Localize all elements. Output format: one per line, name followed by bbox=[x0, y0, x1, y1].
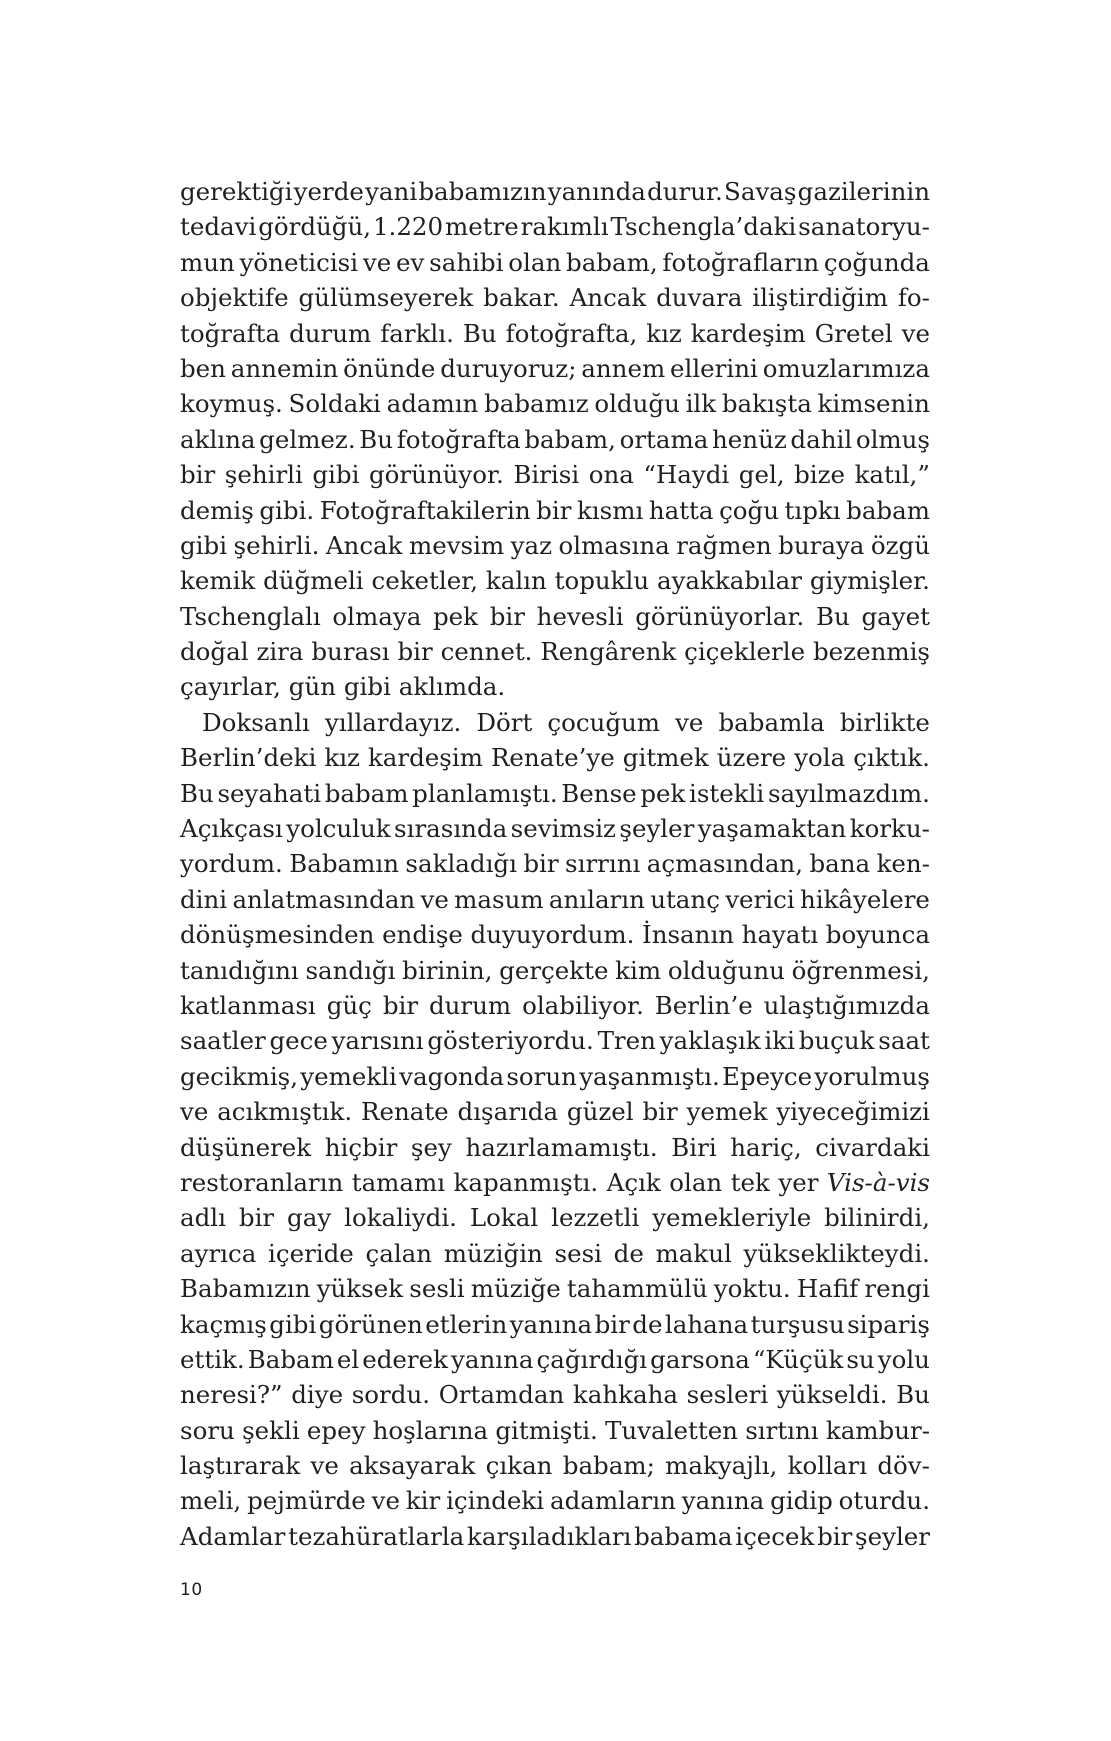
text-line: ettik. Babam el ederek yanına çağırdığı garsona “Küçük su yolu bbox=[180, 1344, 930, 1374]
text-line: kemik düğmeli ceketler, kalın topuklu ayakkabılar giymişler. bbox=[180, 566, 930, 596]
text-line: ayrıca içeride çalan müziğin sesi de makul yükseklikteydi. bbox=[180, 1238, 930, 1268]
body-text bbox=[180, 174, 930, 1554]
text-line: ve acıkmıştık. Renate dışarıda güzel bir yemek yiyeceğimizi bbox=[180, 1097, 930, 1127]
text-line: yordum. Babamın sakladığı bir sırrını açmasından, bana ken- bbox=[180, 849, 930, 879]
text-line: ben annemin önünde duruyoruz; annem ellerini omuzlarımıza bbox=[180, 353, 930, 383]
text-line: adlı bir gay lokaliydi. Lokal lezzetli yemekleriyle bilinirdi, bbox=[180, 1203, 930, 1233]
page-number: 10 bbox=[180, 1580, 203, 1600]
text-line: restoranların tamamı kapanmıştı. Açık olan tek yer Vis-à-vis bbox=[180, 1165, 930, 1200]
text-line: bir şehirli gibi görünüyor. Birisi ona “Haydi gel, bize katıl,” bbox=[180, 460, 930, 490]
text-line: kaçmış gibi görünen etlerin yanına bir de lahana turşusu sipariş bbox=[180, 1309, 930, 1339]
text-line: koymuş. Soldaki adamın babamız olduğu ilk bakışta kimsenin bbox=[180, 389, 930, 419]
text-line: Adamlar tezahüratlarla karşıladıkları babama içecek bir şeyler bbox=[180, 1521, 930, 1551]
text-line: çayırlar, gün gibi aklımda. bbox=[180, 672, 506, 702]
text-line: Berlin’deki kız kardeşim Renate’ye gitmek üzere yola çıktık. bbox=[180, 743, 930, 773]
text-line: mun yöneticisi ve ev sahibi olan babam, fotoğrafların çoğunda bbox=[180, 247, 930, 277]
text-line: dönüşmesinden endişe duyuyordum. İnsanın hayatı boyunca bbox=[180, 920, 930, 950]
italic-term: Vis-à-vis bbox=[826, 1167, 930, 1197]
text-line: neresi?” diye sordu. Ortamdan kahkaha sesleri yükseldi. Bu bbox=[180, 1380, 930, 1410]
text-line: tedavi gördüğü, 1.220 metre rakımlı Tschengla’daki sanatoryu- bbox=[180, 212, 930, 242]
text-line: meli, pejmürde ve kir içindeki adamların yanına gidip oturdu. bbox=[180, 1486, 930, 1516]
text-line: aklına gelmez. Bu fotoğrafta babam, ortama henüz dahil olmuş bbox=[180, 424, 930, 454]
text-line: gecikmiş, yemekli vagonda sorun yaşanmıştı. Epeyce yorulmuş bbox=[180, 1061, 930, 1091]
text-line: gibi şehirli. Ancak mevsim yaz olmasına rağmen buraya özgü bbox=[180, 530, 930, 560]
text-line: saatler gece yarısını gösteriyordu. Tren yaklaşık iki buçuk saat bbox=[180, 1026, 930, 1056]
text-line: gerektiği yerde yani babamızın yanında durur. Savaş gazilerinin bbox=[180, 177, 930, 206]
text-line: demiş gibi. Fotoğraftakilerin bir kısmı hatta çoğu tıpkı babam bbox=[180, 495, 930, 525]
text-line: laştırarak ve aksayarak çıkan babam; makyajlı, kolları döv- bbox=[180, 1451, 930, 1481]
text-line: Doksanlı yıllardayız. Dört çocuğum ve babamla birlikte bbox=[202, 707, 930, 737]
text-line: düşünerek hiçbir şey hazırlamamıştı. Biri hariç, civardaki bbox=[180, 1132, 930, 1162]
text-line: tanıdığını sandığı birinin, gerçekte kim olduğunu öğrenmesi, bbox=[180, 955, 930, 985]
text-line: katlanması güç bir durum olabiliyor. Berlin’e ulaştığımızda bbox=[180, 990, 930, 1020]
text-line: Tschenglalı olmaya pek bir hevesli görünüyorlar. Bu gayet bbox=[180, 601, 930, 631]
text-line: soru şekli epey hoşlarına gitmişti. Tuvaletten sırtını kambur- bbox=[180, 1415, 930, 1445]
text-line: Babamızın yüksek sesli müziğe tahammülü yoktu. Hafif rengi bbox=[180, 1274, 930, 1304]
text-line: dini anlatmasından ve masum anıların utanç verici hikâyelere bbox=[180, 884, 930, 914]
text-line: objektife gülümseyerek bakar. Ancak duvara iliştirdiğim fo- bbox=[180, 283, 930, 313]
text-line: doğal zira burası bir cennet. Rengârenk çiçeklerle bezenmiş bbox=[180, 637, 930, 667]
text-line: toğrafta durum farklı. Bu fotoğrafta, kız kardeşim Gretel ve bbox=[180, 318, 930, 348]
text-line: Bu seyahati babam planlamıştı. Bense pek istekli sayılmazdım. bbox=[180, 778, 930, 808]
text-line: Açıkçası yolculuk sırasında sevimsiz şeyler yaşamaktan korku- bbox=[180, 814, 930, 844]
